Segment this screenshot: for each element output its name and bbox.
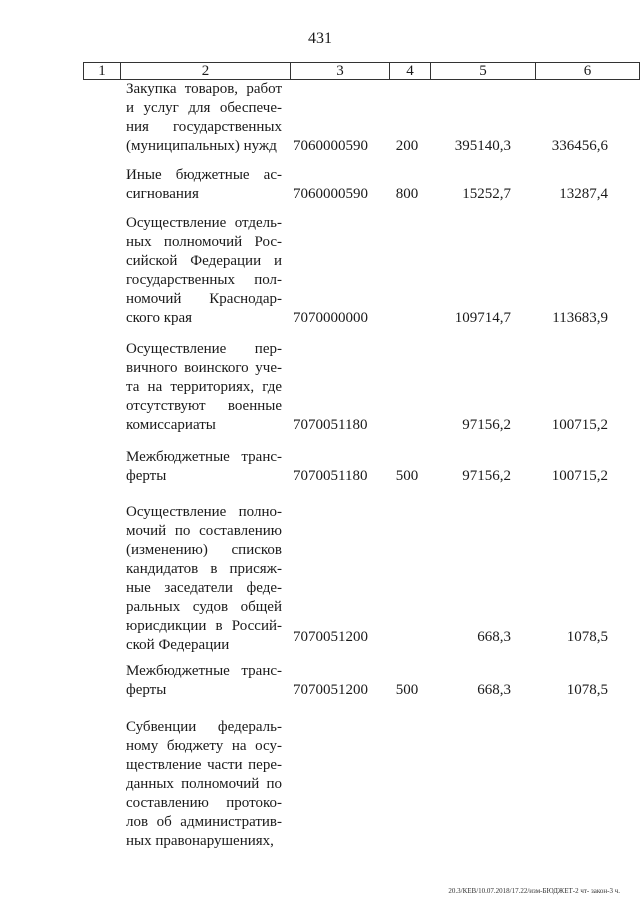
row-value-col5: 97156,2 xyxy=(462,417,511,433)
row-value-col6: 1078,5 xyxy=(566,682,608,698)
row-expense-type: 500 xyxy=(395,468,419,484)
row-expense-type: 200 xyxy=(395,138,419,154)
table-row xyxy=(0,340,640,435)
column-header-1: 1 xyxy=(84,63,121,80)
page-number: 431 xyxy=(308,30,332,47)
row-expense-type: 800 xyxy=(395,186,419,202)
row-description: Осуществление пер-вичного воинского уче-та на территориях, где отсутствуют военные комиссариаты xyxy=(126,341,282,433)
column-header-table xyxy=(83,62,640,80)
row-value-col5: 668,3 xyxy=(477,629,511,645)
row-expense-type: 500 xyxy=(395,682,419,698)
row-value-col6: 100715,2 xyxy=(551,468,608,484)
document-footer-stamp: 20.3/КЕВ/10.07.2018/17.22/изм-БЮДЖЕТ-2 чт- закон-3 ч. xyxy=(448,887,620,895)
table-row xyxy=(0,662,640,700)
row-code: 7070000000 xyxy=(293,310,368,326)
column-header-4: 4 xyxy=(390,63,431,80)
table-row xyxy=(0,166,640,204)
table-row xyxy=(0,503,640,653)
table-row xyxy=(0,80,640,156)
row-description: Иные бюджетные ас-сигнования xyxy=(126,167,282,202)
row-description: Межбюджетные транс-ферты xyxy=(126,663,282,698)
row-description: Межбюджетные транс-ферты xyxy=(126,449,282,484)
row-value-col5: 395140,3 xyxy=(454,138,511,154)
column-header-5: 5 xyxy=(431,63,536,80)
table-row xyxy=(0,718,640,851)
row-code: 7070051180 xyxy=(293,417,368,433)
row-description: Закупка товаров, работ и услуг для обеспече-ния государственных (муниципальных) нужд xyxy=(126,81,282,154)
column-header-2: 2 xyxy=(121,63,291,80)
column-header-row xyxy=(84,63,640,80)
row-code: 7070051180 xyxy=(293,468,368,484)
row-value-col6: 1078,5 xyxy=(566,629,608,645)
row-value-col6: 13287,4 xyxy=(559,186,608,202)
row-code: 7060000590 xyxy=(293,138,368,154)
table-row xyxy=(0,448,640,486)
row-description: Субвенции федераль-ному бюджету на осу-ществление части пере-данных полномочий по составлению протоко-лов об административ-ных правонарушениях, xyxy=(126,719,282,849)
row-code: 7060000590 xyxy=(293,186,368,202)
row-value-col6: 336456,6 xyxy=(551,138,608,154)
row-value-col5: 97156,2 xyxy=(462,468,511,484)
row-value-col6: 100715,2 xyxy=(551,417,608,433)
row-value-col5: 109714,7 xyxy=(454,310,511,326)
column-header-6: 6 xyxy=(536,63,640,80)
row-value-col5: 668,3 xyxy=(477,682,511,698)
row-value-col6: 113683,9 xyxy=(552,310,608,326)
table-row xyxy=(0,214,640,328)
row-code: 7070051200 xyxy=(293,629,368,645)
row-value-col5: 15252,7 xyxy=(462,186,511,202)
column-header-3: 3 xyxy=(291,63,390,80)
row-description: Осуществление полно-мочий по составлению (изменению) списков кандидатов в присяж-ные заседатели феде-ральных судов общей юрисдикции в Россий-ской Федерации xyxy=(126,504,282,653)
row-description: Осуществление отдель-ных полномочий Рос-сийской Федерации и государственных пол-номочий Краснодар-ского края xyxy=(126,215,282,326)
row-code: 7070051200 xyxy=(293,682,368,698)
